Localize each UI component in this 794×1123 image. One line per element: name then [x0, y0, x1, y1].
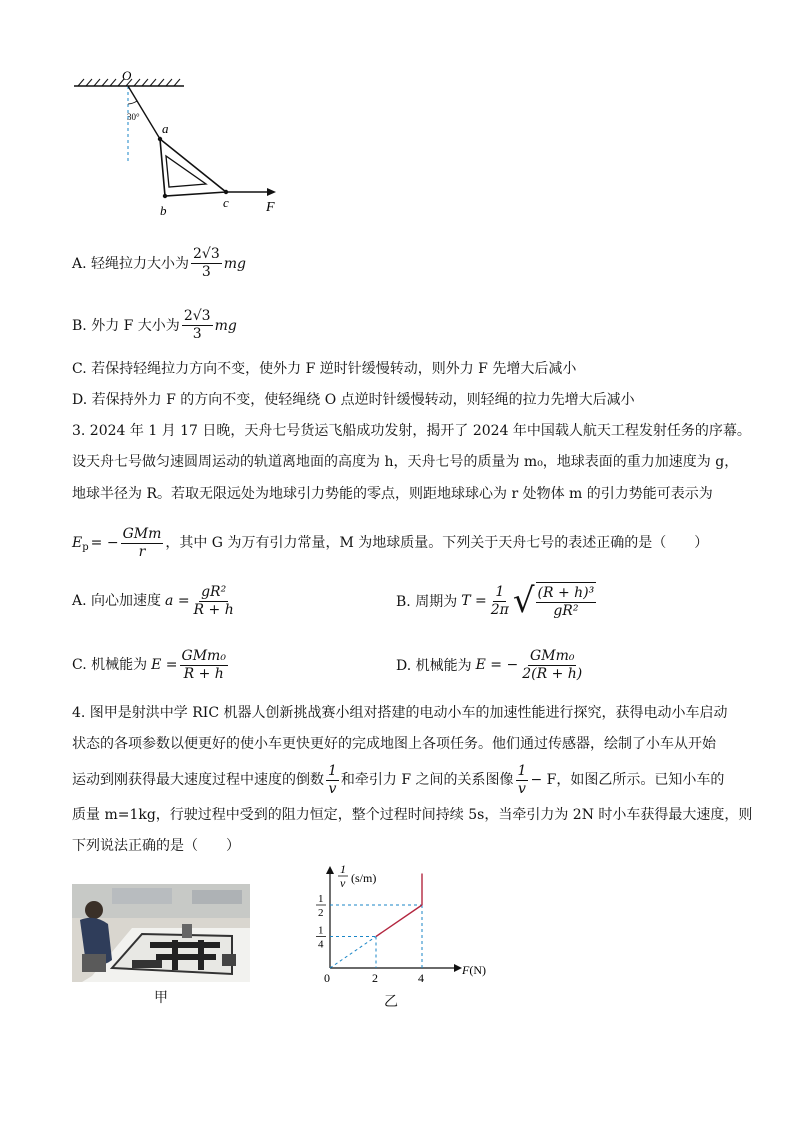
robot-contest-photo [72, 884, 250, 982]
q3-option-b-radicand: $\frac{\text{(R + h)³}}{\text{gR²}}$ [536, 582, 597, 620]
q3-option-d[interactable] [396, 644, 586, 686]
triangle-frame [160, 139, 226, 196]
q2-option-d[interactable]: D. 若保持外力 F 的方向不变，使轻绳绕 O 点逆时针缓慢转动，则轻绳的拉力先增大后减小 [72, 392, 635, 408]
y-tick-num-0: 1 [318, 924, 324, 937]
q3-line-4 [72, 520, 708, 566]
y-tick-den-1: 2 [318, 907, 324, 919]
q3-line-1: 3. 2024 年 1 月 17 日晚，天舟七号货运飞船成功发射，揭开了 2024 年中国载人航天工程发射任务的序幕。 [72, 423, 751, 439]
q3-option-b-lhs: T = [461, 593, 487, 609]
q4-line-3 [72, 760, 724, 800]
q2-option-a[interactable] [72, 246, 246, 281]
label-O: O [122, 68, 132, 83]
sqrt-sign: √ [512, 581, 535, 621]
x-axis-label: F(N) [462, 963, 487, 977]
label-b: b [160, 203, 167, 218]
q4-line-1: 4. 图甲是射洪中学 RIC 机器人创新挑战赛小组对搭建的电动小车的加速性能进行探究，获得电动小车启动 [72, 705, 728, 721]
q2-option-a-text: A. 轻绳拉力大小为 [72, 255, 190, 272]
q3-option-c-lhs: E = [151, 657, 178, 673]
q2-option-b-text: B. 外力 F 大小为 [72, 317, 180, 334]
y-axis-arrow [326, 866, 334, 874]
q3-option-d-fraction: $\frac{\text{GMm₀}}{2(R + h)}$ [522, 647, 583, 682]
ep-fraction: $\frac{\text{GMm}}{r}$ [122, 525, 162, 560]
q2-option-c[interactable]: C. 若保持轻绳拉力方向不变，使外力 F 逆时针缓慢转动，则外力 F 先增大后减小 [72, 361, 577, 377]
q2-option-b-fraction: $\frac{2√3}{3}$ [183, 308, 211, 342]
q3-option-c-fraction: $\frac{\text{GMm₀}}{R + h}$ [181, 647, 226, 682]
q3-option-a-label: A. 向心加速度 [72, 593, 162, 609]
q4-line-2: 状态的各项参数以便更好的使小车更快更好的完成地图上各项任务。他们通过传感器，绘制了小车从开始 [72, 736, 716, 752]
q3-option-a[interactable] [72, 580, 238, 622]
q3-line-2: 设天舟七号做匀速圆周运动的轨道离地面的高度为 h，天舟七号的质量为 m₀，地球表面的重力加速度为 g， [72, 454, 739, 470]
series-segment-0 [330, 937, 376, 969]
y-axis-unit: (s/m) [351, 871, 377, 885]
series-segment-1 [376, 905, 422, 937]
ep-subscript: p [82, 542, 89, 553]
q3-line-4-tail: ，其中 G 为万有引力常量，M 为地球质量。下列关于天舟七号的表述正确的是（ ） [165, 535, 709, 551]
q2-option-a-fraction: $\frac{2√3}{3}$ [193, 246, 220, 280]
q3-option-c-label: C. 机械能为 [72, 657, 148, 673]
q4-line-4: 质量 m=1kg，行驶过程中受到的阻力恒定，整个过程时间持续 5s，当牵引力为 2N 时小车获得最大速度，则 [72, 807, 753, 823]
label-angle: 30° [127, 112, 140, 122]
q2-option-a-unit: mg [223, 255, 247, 272]
x-tick-2: 2 [372, 971, 378, 985]
q4-inverse-v-fraction: $\frac{1}{v}$ [328, 762, 337, 797]
photo-caption: 甲 [154, 990, 168, 1006]
y-tick-den-0: 4 [318, 938, 324, 951]
q4-graph [300, 858, 500, 998]
q2-option-b[interactable] [72, 308, 237, 343]
q4-line-3-part-b: 和牵引力 F 之间的关系图像 [340, 772, 514, 788]
q2-figure [68, 64, 298, 224]
q3-option-d-label: D. 机械能为 [396, 658, 472, 674]
x-tick-4: 4 [418, 971, 424, 985]
q3-option-c[interactable] [72, 644, 230, 686]
ep-symbol: E [72, 535, 83, 551]
y-axis-label-den: v [340, 876, 346, 890]
label-c: c [223, 195, 229, 210]
x-tick-0: 0 [324, 971, 330, 985]
q4-line-3-part-c: − F，如图乙所示。已知小车的 [530, 772, 725, 788]
x-axis-arrow [454, 964, 462, 972]
q4-inverse-v-fraction-2: $\frac{1}{v}$ [517, 762, 527, 797]
y-tick-num-1: 1 [318, 893, 324, 905]
q3-line-3: 地球半径为 R。若取无限远处为地球引力势能的零点，则距地球球心为 r 处物体 m 的引力势能可表示为 [72, 486, 713, 502]
y-axis-label-num: 1 [340, 862, 346, 876]
q4-line-5: 下列说法正确的是（ ） [72, 838, 240, 854]
q3-option-a-lhs: a = [165, 593, 190, 609]
label-a: a [162, 121, 169, 136]
force-arrowhead [267, 188, 276, 196]
q3-option-d-lhs: E = − [475, 657, 519, 673]
q2-option-b-unit: mg [214, 317, 237, 334]
label-F: F [266, 200, 275, 215]
q3-option-b-label: B. 周期为 [396, 594, 458, 610]
q3-option-b-coefficient: $\frac{1}{2\pi}$ [490, 583, 509, 618]
ep-equals: = − [90, 535, 119, 551]
q4-line-3-part-a: 运动到刚获得最大速度过程中速度的倒数 [72, 772, 324, 788]
graph-caption: 乙 [384, 994, 398, 1010]
q3-option-b[interactable] [396, 574, 598, 628]
q3-option-a-fraction: $\frac{\text{gR²}}{R + h}$ [193, 583, 234, 618]
angle-arc [128, 101, 137, 104]
